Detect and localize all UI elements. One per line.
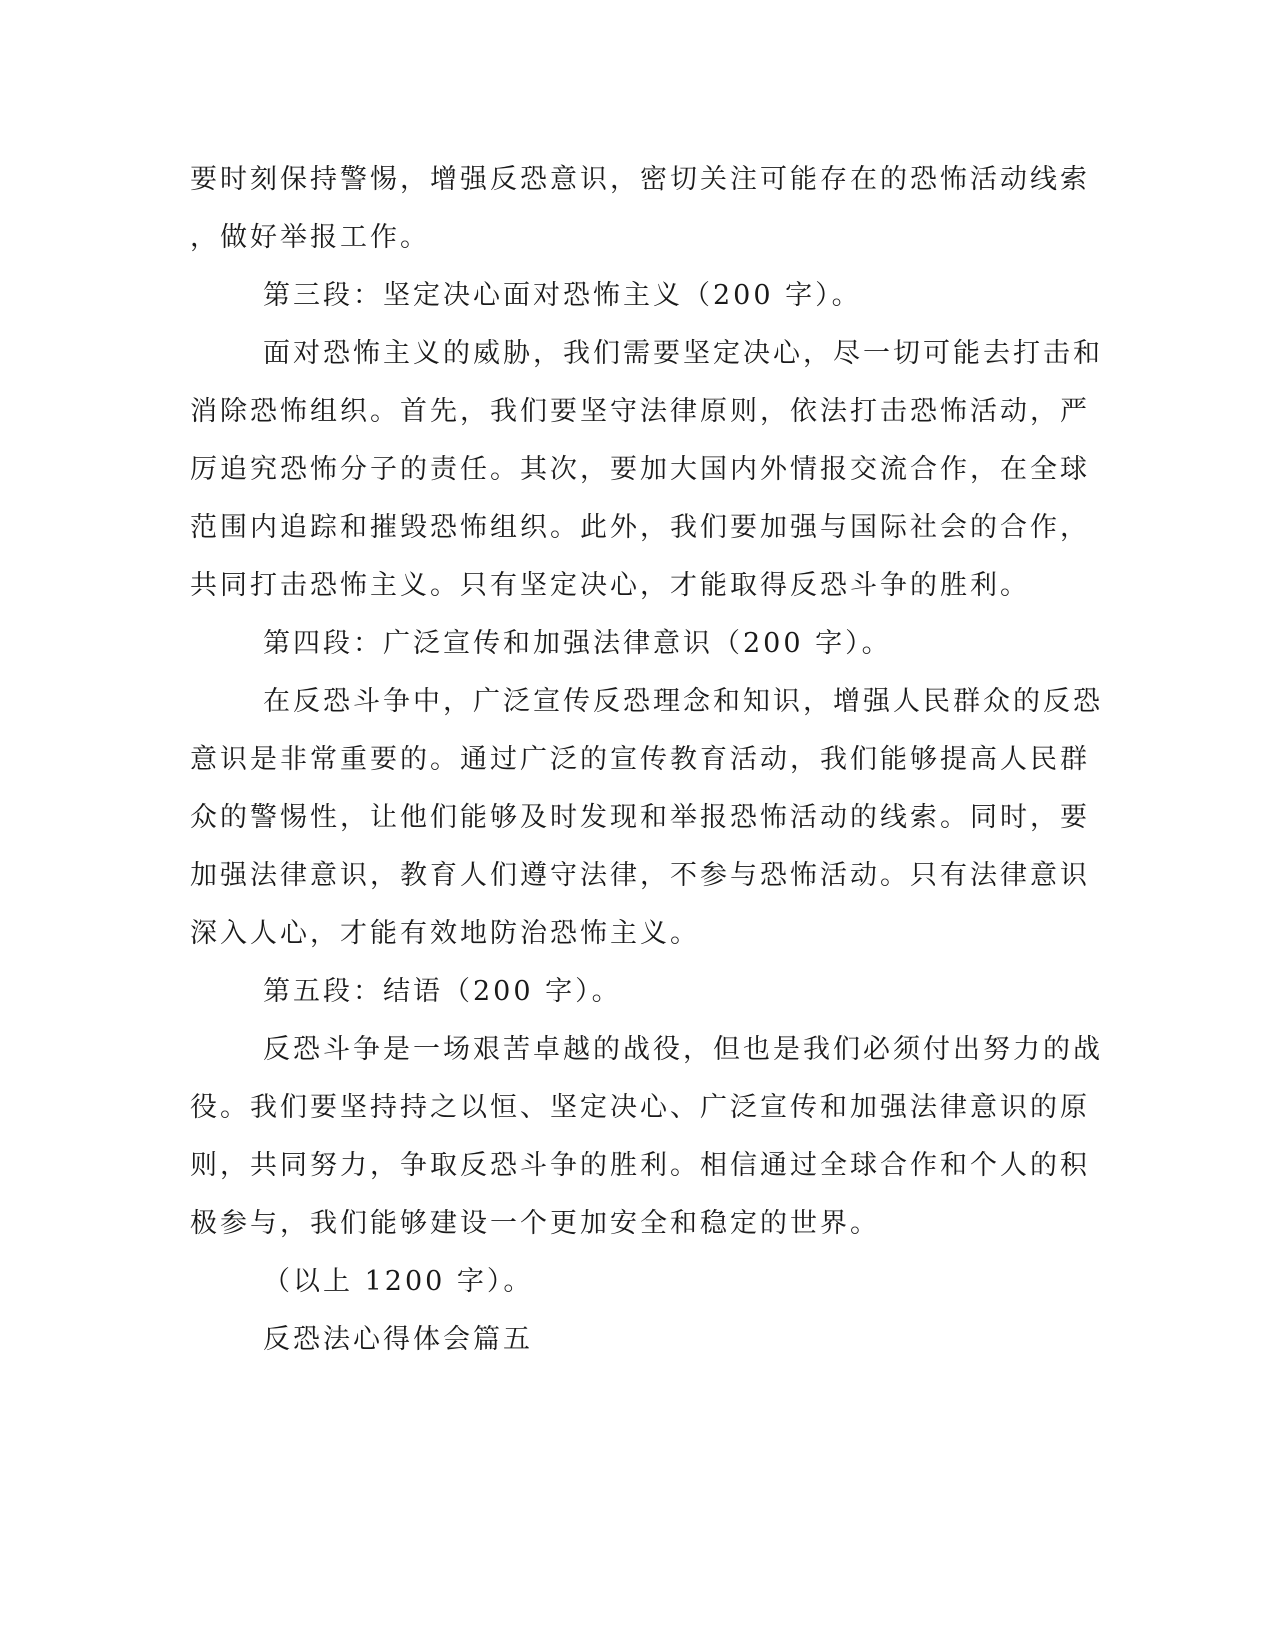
body-text-line: 要时刻保持警惕，增强反恐意识，密切关注可能存在的恐怖活动线索 xyxy=(190,164,1090,195)
body-text-line: ，做好举报工作。 xyxy=(190,222,430,253)
chapter-title: 反恐法心得体会篇五 xyxy=(263,1324,533,1355)
body-text-line: 加强法律意识，教育人们遵守法律，不参与恐怖活动。只有法律意识 xyxy=(190,860,1090,891)
body-text-line: 范围内追踪和摧毁恐怖组织。此外，我们要加强与国际社会的合作， xyxy=(190,512,1090,543)
body-text-line: 反恐斗争是一场艰苦卓越的战役，但也是我们必须付出努力的战 xyxy=(263,1034,1103,1065)
section-heading-3: 第三段：坚定决心面对恐怖主义（200 字）。 xyxy=(263,280,862,311)
section-heading-4: 第四段：广泛宣传和加强法律意识（200 字）。 xyxy=(263,628,892,659)
section-heading-5: 第五段：结语（200 字）。 xyxy=(263,976,622,1007)
body-text-line: 消除恐怖组织。首先，我们要坚守法律原则，依法打击恐怖活动，严 xyxy=(190,396,1090,427)
word-count-note: （以上 1200 字）。 xyxy=(263,1266,534,1297)
body-text-line: 在反恐斗争中，广泛宣传反恐理念和知识，增强人民群众的反恐 xyxy=(263,686,1103,717)
body-text-line: 极参与，我们能够建设一个更加安全和稳定的世界。 xyxy=(190,1208,880,1239)
body-text-line: 则，共同努力，争取反恐斗争的胜利。相信通过全球合作和个人的积 xyxy=(190,1150,1090,1181)
body-text-line: 役。我们要坚持持之以恒、坚定决心、广泛宣传和加强法律意识的原 xyxy=(190,1092,1090,1123)
body-text-line: 面对恐怖主义的威胁，我们需要坚定决心，尽一切可能去打击和 xyxy=(263,338,1103,369)
body-text-line: 共同打击恐怖主义。只有坚定决心，才能取得反恐斗争的胜利。 xyxy=(190,570,1030,601)
body-text-line: 意识是非常重要的。通过广泛的宣传教育活动，我们能够提高人民群 xyxy=(190,744,1090,775)
body-text-line: 众的警惕性，让他们能够及时发现和举报恐怖活动的线索。同时，要 xyxy=(190,802,1090,833)
body-text-line: 厉追究恐怖分子的责任。其次，要加大国内外情报交流合作，在全球 xyxy=(190,454,1090,485)
body-text-line: 深入人心，才能有效地防治恐怖主义。 xyxy=(190,918,700,949)
